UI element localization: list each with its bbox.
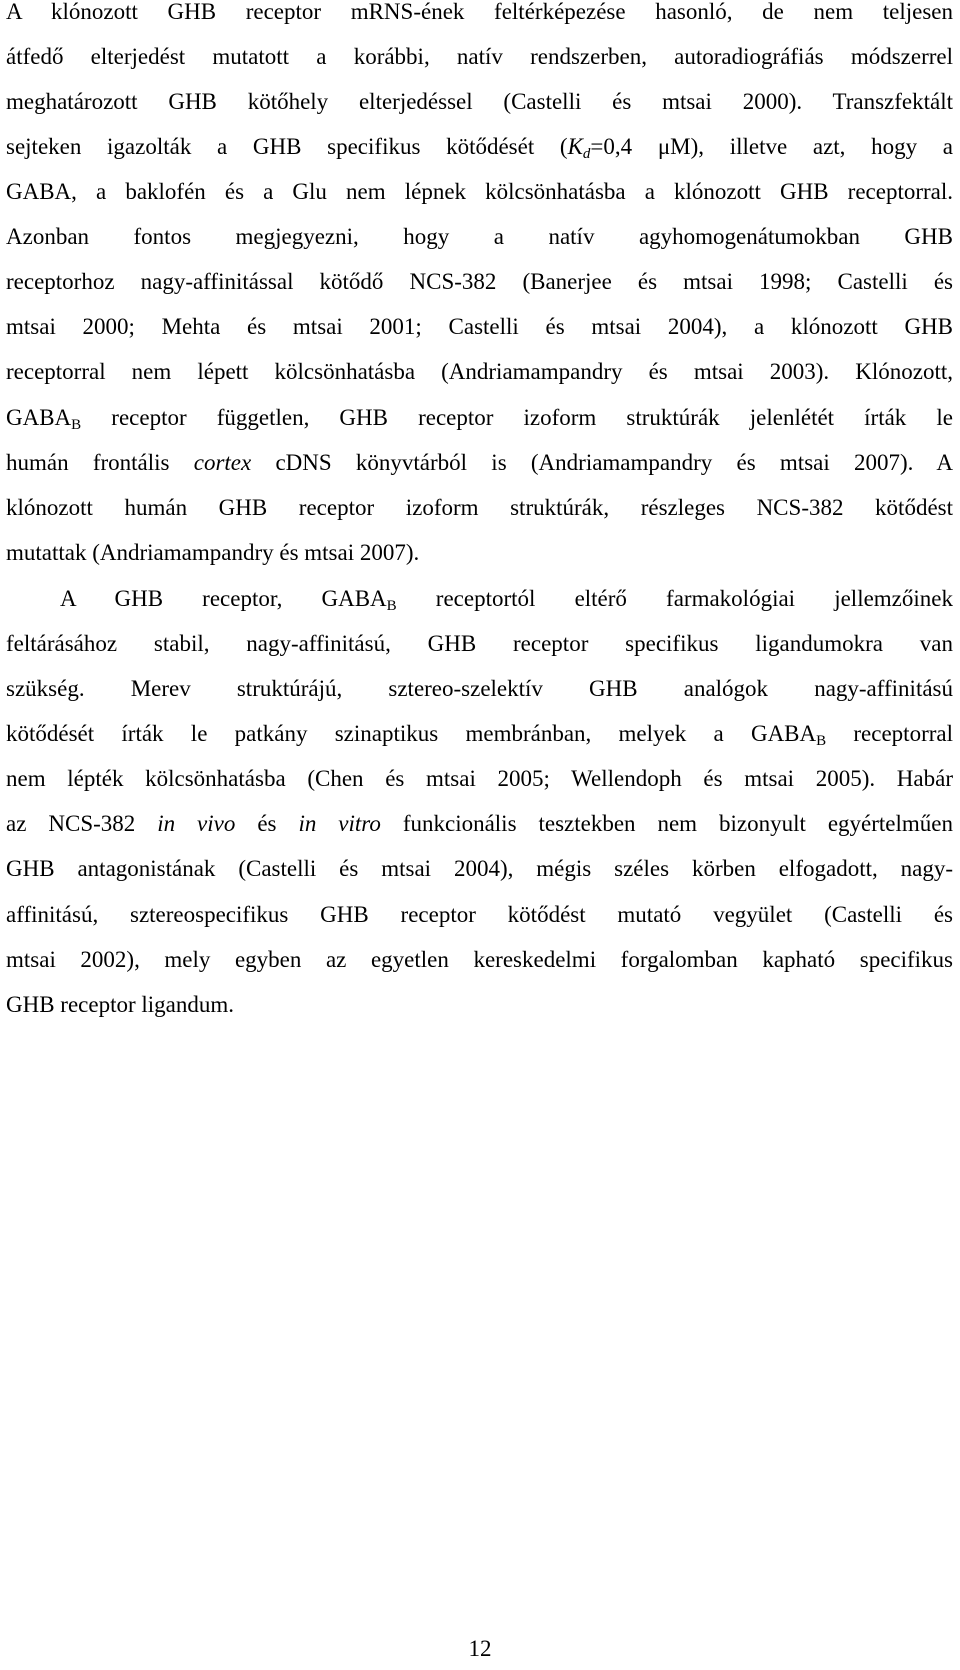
- text-line: A GHB receptor, $GABA_B$ receptortól eltérő farmakológiai jellemzőinek: [60, 586, 953, 614]
- text-line: mutattak (Andriamampandry és mtsai 2007).: [6, 540, 420, 565]
- text-line: affinitású, sztereospecifikus GHB receptor kötődést mutató vegyület (Castelli és: [6, 902, 953, 927]
- text-line: sejteken igazolták a GHB specifikus kötődését ($K_d=0,4$ μM), illetve azt, hogy a: [6, 134, 953, 162]
- text-line: $GABA_B$ receptor független, GHB receptor izoform struktúrák jelenlétét írták le: [6, 405, 953, 433]
- text-line: kötődését írták le patkány szinaptikus membránban, melyek a $GABA_B$ receptorral: [6, 721, 953, 749]
- text-line: receptorhoz nagy-affinitással kötődő NCS-382 (Banerjee és mtsai 1998; Castelli és: [6, 269, 953, 294]
- text-line: klónozott humán GHB receptor izoform struktúrák, részleges NCS-382 kötődést: [6, 495, 953, 520]
- text-line: GHB receptor ligandum.: [6, 992, 235, 1017]
- text-line: az NCS-382 in vivo és in vitro funkcionális tesztekben nem bizonyult egyértelműen: [6, 811, 954, 836]
- text-line: feltárásához stabil, nagy-affinitású, GHB receptor specifikus ligandumokra van: [6, 631, 953, 656]
- text-line: meghatározott GHB kötőhely elterjedéssel (Castelli és mtsai 2000). Transzfektált: [6, 89, 953, 114]
- text-line: GABA, a baklofén és a Glu nem lépnek kölcsönhatásba a klónozott GHB receptorral.: [6, 179, 953, 204]
- page-number: 12: [468, 1636, 492, 1661]
- text-line: A klónozott GHB receptor mRNS-ének feltérképezése hasonló, de nem teljesen: [6, 0, 953, 24]
- text-line: GHB antagonistának (Castelli és mtsai 2004), mégis széles körben elfogadott, nagy-: [6, 856, 953, 881]
- text-line: átfedő elterjedést mutatott a korábbi, natív rendszerben, autoradiográfiás módszerrel: [6, 44, 953, 69]
- text-line: mtsai 2002), mely egyben az egyetlen kereskedelmi forgalomban kapható specifikus: [6, 947, 953, 972]
- text-line: humán frontális cortex cDNS könyvtárból is (Andriamampandry és mtsai 2007). A: [6, 450, 953, 475]
- text-line: receptorral nem lépett kölcsönhatásba (Andriamampandry és mtsai 2003). Klónozott,: [6, 359, 953, 384]
- text-line: Azonban fontos megjegyezni, hogy a natív agyhomogenátumokban GHB: [6, 224, 953, 249]
- text-line: mtsai 2000; Mehta és mtsai 2001; Castelli és mtsai 2004), a klónozott GHB: [6, 314, 953, 339]
- text-line: szükség. Merev struktúrájú, sztereo-szelektív GHB analógok nagy-affinitású: [6, 676, 953, 701]
- text-line: nem lépték kölcsönhatásba (Chen és mtsai 2005; Wellendoph és mtsai 2005). Habár: [6, 766, 953, 791]
